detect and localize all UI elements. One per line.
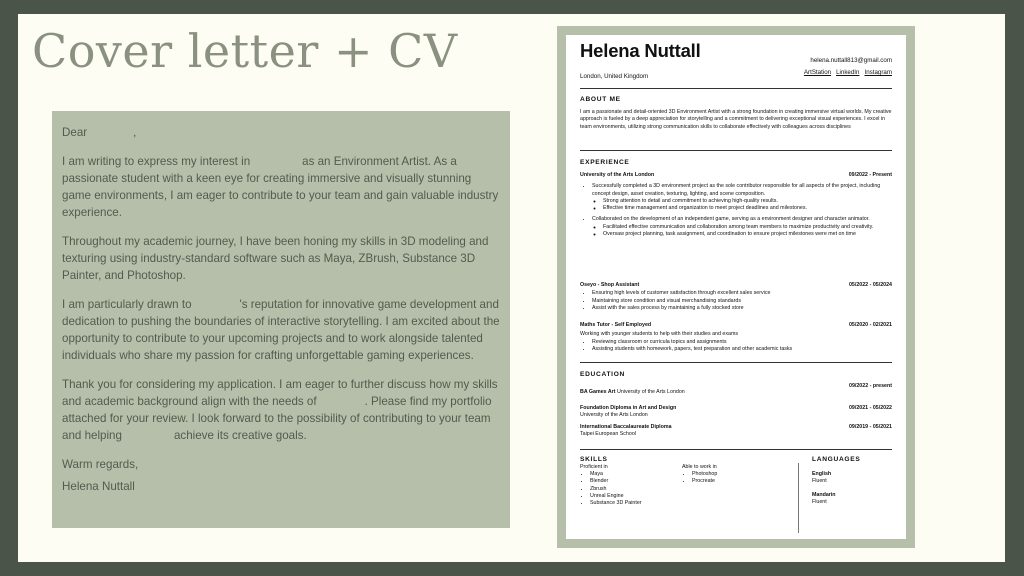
proficient-list bbox=[580, 464, 642, 507]
language-level: Fluent bbox=[812, 499, 827, 506]
cv-email[interactable]: helena.nuttall813@gmail.com bbox=[810, 57, 892, 64]
job-title: Oseyo - Shop Assistant bbox=[580, 282, 640, 288]
proficient-label: Proficient in bbox=[580, 464, 608, 470]
able-list bbox=[682, 464, 717, 486]
divider bbox=[580, 362, 892, 363]
list-item: • Substance 3D Painter bbox=[590, 500, 642, 507]
education-school: University of the Arts London bbox=[615, 389, 685, 396]
letter-paragraph-2: Throughout my academic journey, I have been honing my skills in 3D modeling and texturing using industry-standard software such as Maya, ZBrush, Substance 3D Painter, and Photoshop. bbox=[62, 235, 489, 282]
letter-paragraph-3: I am particularly drawn to 's reputation for innovative game development and dedication to pushing the boundaries of interactive storytelling. I am excited about the opportunity to contribute to your upcoming projects and to work alongside talented individuals who share my passion for crafting unforgettable gaming experiences. bbox=[62, 298, 500, 362]
education-entry bbox=[580, 405, 892, 420]
cover-letter bbox=[52, 111, 510, 528]
slide bbox=[18, 14, 1005, 562]
list-item: • Assisting students with homework, papers, test preparation and other academic tasks bbox=[592, 346, 892, 353]
language-level: Fluent bbox=[812, 478, 827, 485]
list-item: • Unreal Engine bbox=[590, 493, 642, 500]
job-header bbox=[580, 282, 892, 289]
letter-closing: Warm regards, bbox=[62, 458, 139, 471]
list-item: ◦ Facilitated effective communication and collaboration among team members to maximize productivity and creativity. bbox=[603, 224, 892, 231]
language-entry bbox=[812, 471, 831, 485]
cv-links bbox=[799, 69, 892, 76]
job-header bbox=[580, 172, 892, 179]
job-dates: 05/2020 - 02/2021 bbox=[848, 322, 892, 328]
education-dates: 09/2021 - 05/2022 bbox=[848, 405, 892, 411]
about-heading: ABOUT ME bbox=[580, 96, 621, 103]
languages-heading: LANGUAGES bbox=[812, 456, 861, 463]
list-item: • Procreate bbox=[692, 478, 717, 485]
list-item: • Ensuring high levels of customer satisfaction through excellent sales service bbox=[592, 290, 892, 297]
education-title: BA Games Art bbox=[580, 389, 616, 396]
education-title: International Baccalaureate Diploma bbox=[580, 424, 672, 430]
job-header bbox=[580, 322, 892, 329]
job-title: University of the Arts London bbox=[580, 172, 655, 178]
letter-paragraph-1: I am writing to express my interest in as an Environment Artist. As a passionate student with a keen eye for creating immersive and visually stunning game environments, I am eager to contribute to your team and gain valuable industry experience. bbox=[62, 155, 499, 219]
cv-name: Helena Nuttall bbox=[580, 40, 701, 61]
education-title: Foundation Diploma in Art and Design bbox=[580, 405, 677, 411]
education-school: University of the Arts London bbox=[580, 412, 648, 419]
skills-heading: SKILLS bbox=[580, 456, 608, 463]
divider bbox=[580, 150, 892, 151]
education-dates: 09/2022 - present bbox=[849, 383, 892, 389]
slide-title: Cover letter + CV bbox=[32, 24, 458, 78]
list-item: • Reviewing classroom or curricula topics and assignments bbox=[592, 339, 892, 346]
job-tutor bbox=[580, 322, 892, 353]
list-item: • Assist with the sales process by maintaining a fully stocked store bbox=[592, 305, 892, 312]
list-item: • Maya bbox=[590, 471, 642, 478]
list-item: • Blender bbox=[590, 478, 642, 485]
job-oseyo bbox=[580, 282, 892, 312]
able-label: Able to work in bbox=[682, 464, 717, 470]
education-entry bbox=[580, 424, 892, 439]
list-item: ◦ Effective time management and organization to meet project deadlines and milestones. bbox=[603, 205, 892, 212]
list-item: • Zbrush bbox=[590, 486, 642, 493]
about-text: I am a passionate and detail-oriented 3D Environment Artist with a strong foundation in creating immersive virtual worlds. My creative approach is fueled by a deep appreciation for storytelling and a commitment to delivering exceptional visual experiences. I excel in team environments, utilizing strong communication skills to collaborate effectively with colleagues across disciplines bbox=[580, 109, 892, 130]
education-dates: 09/2019 - 05/2021 bbox=[848, 424, 892, 430]
job-dates: 05/2022 - 05/2024 bbox=[848, 282, 892, 288]
letter-greeting: Dear , bbox=[62, 126, 137, 139]
job-title: Maths Tutor - Self Employed bbox=[580, 322, 652, 328]
list-item: • Maintaining store condition and visual merchandising standards bbox=[592, 298, 892, 305]
linkedin-link[interactable]: LinkedIn bbox=[836, 69, 860, 76]
list-item: • Successfully completed a 3D environment project as the sole contributor responsible for all aspects of the project, including concept design, asset creation, texturing, lighting, and scene composition. ◦ Strong attention to detail and commitment to achieving high-quality results. ◦ Effective time management and organization to meet project deadlines and milestones. bbox=[592, 183, 892, 212]
job-dates: 09/2022 - Present bbox=[848, 172, 892, 178]
list-item: ◦ Strong attention to detail and commitment to achieving high-quality results. bbox=[603, 198, 892, 205]
list-item: • Collaborated on the development of an independent game, serving as a environment designer and character animator. ◦ Facilitated effective communication and collaboration among team members to maximize productivity and creativity. ◦ Oversaw project planning, task assignment, and coordination to ensure project milestones were met on time bbox=[592, 216, 892, 238]
divider bbox=[580, 88, 892, 89]
vertical-divider bbox=[798, 463, 799, 533]
instagram-link[interactable]: Instagram bbox=[864, 69, 892, 76]
divider bbox=[580, 449, 892, 450]
education-heading: EDUCATION bbox=[580, 371, 626, 378]
artstation-link[interactable]: ArtStation bbox=[803, 69, 832, 76]
cv-frame bbox=[557, 26, 915, 548]
job-intro: Working with younger students to help with their studies and exams bbox=[580, 331, 739, 338]
letter-paragraph-4: Thank you for considering my application. I am eager to further discuss how my skills and academic background align with the needs of . Please find my portfolio attached for your review. I look forward to the possibility of contributing to your team and helping achieve its creative goals. bbox=[62, 378, 498, 442]
cv-location: London, United Kingdom bbox=[580, 73, 649, 80]
cv-page bbox=[566, 35, 906, 539]
language-name: English bbox=[812, 471, 832, 477]
language-name: Mandarin bbox=[812, 492, 836, 498]
experience-heading: EXPERIENCE bbox=[580, 159, 630, 166]
education-entry bbox=[580, 383, 892, 397]
job-ual bbox=[580, 172, 892, 238]
language-entry bbox=[812, 492, 836, 506]
letter-signature: Helena Nuttall bbox=[62, 480, 135, 493]
list-item: ◦ Oversaw project planning, task assignment, and coordination to ensure project milestones were met on time bbox=[603, 231, 892, 238]
list-item: • Photoshop bbox=[692, 471, 717, 478]
education-school: Taipei European School bbox=[580, 431, 636, 438]
